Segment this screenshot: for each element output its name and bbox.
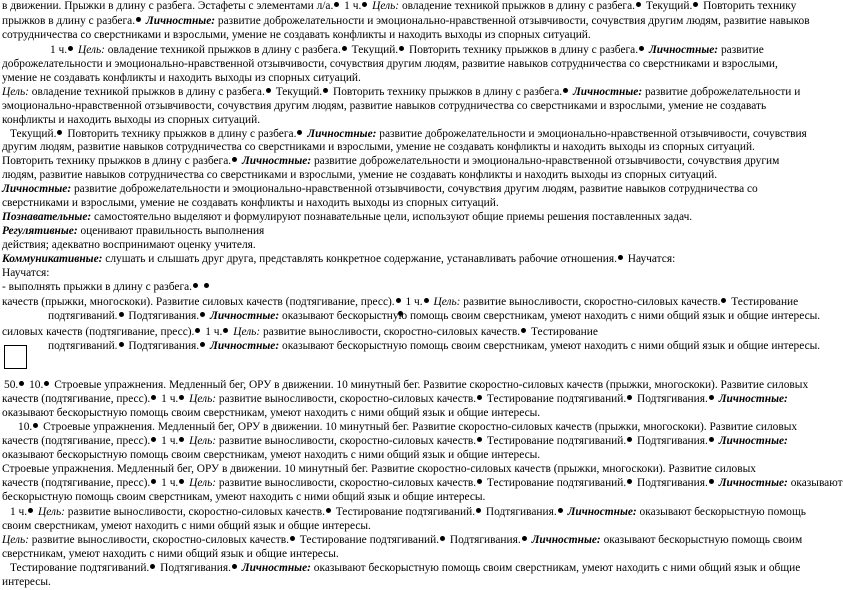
text-line: подтягиваний. Подтягивания. Личностные: оказывают бескорыстную помощь своим сверстникам, умеют находить с ними общий язык и общие интересы.: [48, 310, 821, 322]
section-label: Личностные:: [210, 340, 280, 352]
section-label: Личностные:: [567, 506, 637, 518]
bullet-icon: [151, 395, 156, 400]
text-line: действия; адекватно воспринимают оценку учителя.: [2, 239, 256, 251]
bullet-icon: [396, 298, 401, 303]
bullet-icon: [521, 328, 526, 333]
bullet-icon: [477, 479, 482, 484]
section-label: Личностные:: [210, 310, 280, 322]
text-line: Личностные: развитие доброжелательности и эмоционально-нравственной отзывчивости, сочувствия другим людям, развитие навыков сотрудничества со: [2, 183, 758, 195]
section-label: Цель:: [189, 435, 217, 447]
text-line: умение не создавать конфликты и находить выходы из спорных ситуаций.: [2, 72, 361, 84]
text-line: Научатся:: [2, 267, 50, 279]
bullet-icon: [200, 342, 205, 347]
bullet-icon: [33, 423, 38, 428]
bullet-icon: [477, 395, 482, 400]
bullet-icon: [193, 283, 198, 288]
bullet-icon: [232, 564, 237, 569]
bullet-icon: [563, 88, 568, 93]
bullet-icon: [639, 46, 644, 51]
section-label: Цель:: [372, 0, 400, 12]
text-line: качеств (прыжки, многоскоки). Развитие силовых качеств (подтягивание, пресс). 1 ч. Цель: развитие выносливости, скоростно-силовых качеств. Тестирование: [2, 296, 799, 308]
text-line: качеств (подтягивание, пресс). 1 ч. Цель: развитие выносливости, скоростно-силовых качеств. Тестирование подтягиваний. Подтягивания. Личностные:: [2, 393, 788, 405]
bullet-icon: [179, 395, 184, 400]
bullet-icon: [709, 479, 714, 484]
section-label: Цель:: [233, 326, 261, 338]
bullet-icon: [44, 381, 49, 386]
bullet-icon: [721, 298, 726, 303]
text-line: конфликты и находить выходы из спорных ситуаций.: [2, 114, 261, 126]
text-line: Цель: овладение техникой прыжков в длину с разбега. Текущий. Повторить технику прыжков в длину с разбега. Личностные: развитие доброжелательности и: [2, 86, 801, 98]
text-line: Тестирование подтягиваний. Подтягивания. Личностные: оказывают бескорыстную помощь своим сверстникам, умеют находить с ними общий язык и общие: [10, 562, 801, 574]
text-line: Строевые упражнения. Медленный бег, ОРУ в движении. 10 минутный бег. Развитие скоростно-силовых качеств (прыжки, многоскоки). Развитие силовых: [2, 463, 756, 475]
text-line: Текущий. Повторить технику прыжков в длину с разбега. Личностные: развитие доброжелательности и эмоционально-нравственной отзывчивости, сочувствия: [10, 128, 807, 140]
bullet-icon: [223, 328, 228, 333]
bullet-icon: [204, 283, 209, 288]
bullet-icon: [151, 479, 156, 484]
text-line: Цель: развитие выносливости, скоростно-силовых качеств. Тестирование подтягиваний. Подтягивания. Личностные: оказывают бескорыстную помощь своим: [2, 534, 803, 546]
bullet-icon: [290, 536, 295, 541]
bullet-icon: [362, 2, 367, 7]
bullet-icon: [399, 46, 404, 51]
text-line: людям, развитие навыков сотрудничества со сверстниками и взрослыми, умение не создавать конфликты и находить выходы из спорных ситуаций.: [2, 169, 718, 181]
bullet-icon: [558, 508, 563, 513]
text-line: 10. Строевые упражнения. Медленный бег, ОРУ в движении. 10 минутный бег. Развитие скоростно-силовых качеств (прыжки, многоскоки). Развитие силовых: [18, 421, 798, 433]
section-label: Познавательные:: [2, 211, 92, 223]
bullet-icon: [709, 395, 714, 400]
section-label: Цель:: [433, 296, 461, 308]
bullet-icon: [19, 381, 24, 386]
bullet-icon: [266, 88, 271, 93]
bullet-icon: [323, 88, 328, 93]
text-line: сверстникам, умеют находить с ними общий язык и общие интересы.: [2, 548, 339, 560]
section-label: Личностные:: [145, 15, 216, 27]
section-label: Цель:: [189, 393, 217, 405]
section-label: Цель:: [189, 477, 217, 489]
text-line: эмоционально-нравственной отзывчивости, сочувствия другим людям, развитие навыков сотрудничества со сверстниками и взрослыми, умение не создавать: [2, 100, 767, 112]
text-line: оказывают бескорыстную помощь своим сверстникам, умеют находить с ними общий язык и общие интересы.: [2, 407, 541, 419]
bullet-icon: [195, 328, 200, 333]
section-label: Личностные:: [307, 128, 377, 140]
bullet-icon: [636, 2, 641, 7]
text-line: 1 ч. Цель: развитие выносливости, скоростно-силовых качеств. Тестирование подтягиваний. Подтягивания. Личностные: оказывают бескорыстную помощь: [10, 506, 806, 518]
section-label: Личностные:: [718, 393, 788, 405]
bullet-icon: [709, 437, 714, 442]
text-line: бескорыстную помощь своим сверстникам, умеют находить с ними общий язык и общие интересы.: [2, 491, 486, 503]
bullet-icon: [618, 255, 623, 260]
text-line: другим людям, развитие навыков сотрудничества со сверстниками и взрослыми, умение не создавать конфликты и находить выходы из спорных ситуаций.: [2, 141, 755, 153]
section-label: Цель:: [2, 534, 29, 546]
bullet-icon: [28, 508, 33, 513]
text-line: качеств (подтягивание, пресс). 1 ч. Цель: развитие выносливости, скоростно-силовых качеств. Тестирование подтягиваний. Подтягивания. Личностные: оказывают: [2, 477, 843, 489]
section-label: Цель:: [77, 44, 105, 56]
text-line: оказывают бескорыстную помощь своим сверстникам, умеют находить с ними общий язык и общие интересы.: [2, 449, 541, 461]
text-line: доброжелательности и эмоционально-нравственной отзывчивости, сочувствия другим людям, развитие навыков сотрудничества со сверстниками и взрослыми,: [2, 58, 778, 70]
text-line: 1 ч. Цель: овладение техникой прыжков в длину с разбега. Текущий. Повторить технику прыжков в длину с разбега. Личностные: развитие: [50, 44, 764, 56]
bullet-icon: [179, 479, 184, 484]
bullet-icon: [232, 157, 237, 162]
section-label: Личностные:: [241, 562, 311, 574]
section-label: Личностные:: [531, 534, 601, 546]
bullet-icon: [151, 437, 156, 442]
section-label: Цель:: [37, 506, 65, 518]
text-line: подтягиваний. Подтягивания. Личностные: оказывают бескорыстную помощь своим сверстникам, умеют находить с ними общий язык и общие интересы.: [48, 340, 821, 352]
bullet-icon: [693, 2, 698, 7]
text-line: интересы.: [2, 576, 51, 588]
section-label: Личностные:: [572, 86, 643, 98]
bullet-icon: [476, 508, 481, 513]
bullet-icon: [440, 536, 445, 541]
text-line: в движении. Прыжки в длину с разбега. Эстафеты с элементами л/а. 1 ч. Цель: овладение техникой прыжков в длину с разбега. Текущий. Повторить технику: [2, 0, 797, 12]
section-label: Личностные:: [2, 183, 72, 195]
section-label: Личностные:: [648, 44, 719, 56]
text-line: Повторить технику прыжков в длину с разбега. Личностные: развитие доброжелательности и эмоционально-нравственной отзывчивости, сочувствия другим: [2, 155, 780, 167]
bullet-icon: [627, 479, 632, 484]
bullet-icon: [334, 2, 339, 7]
text-line: прыжков в длину с разбега. Личностные: развитие доброжелательности и эмоционально-нравственной отзывчивости, сочувствия другим людям, развитие навыков: [2, 15, 810, 27]
bullet-icon: [119, 312, 124, 317]
text-line: своим сверстникам, умеют находить с ними общий язык и общие интересы.: [2, 520, 371, 532]
text-line: Познавательные: самостоятельно выделяют и формулируют познавательные цели, используют общие приемы решения поставленных задач.: [2, 211, 693, 223]
section-label: Регулятивные:: [2, 225, 78, 237]
bullet-icon: [297, 130, 302, 135]
text-line: Регулятивные: оценивают правильность выполнения: [2, 225, 265, 237]
text-line: сотрудничества со сверстниками и взрослыми, умение не создавать конфликты и находить выходы из спорных ситуаций.: [2, 29, 591, 41]
bullet-icon: [150, 564, 155, 569]
text-line: качеств (подтягивание, пресс). 1 ч. Цель: развитие выносливости, скоростно-силовых качеств. Тестирование подтягиваний. Подтягивания. Личностные:: [2, 435, 788, 447]
text-line: сверстниками и взрослыми, умение не создавать конфликты и находить выходы из спорных ситуаций.: [2, 197, 499, 209]
bullet-icon: [627, 437, 632, 442]
section-label: Личностные:: [718, 435, 788, 447]
text-line: - выполнять прыжки в длину с разбега.: [2, 281, 812, 295]
section-label: Личностные:: [718, 477, 788, 489]
empty-table-cell: [4, 345, 27, 369]
bullet-icon: [57, 130, 62, 135]
bullet-icon: [136, 17, 141, 22]
text-line: Коммуникативные: слушать и слышать друг друга, представлять конкретное содержание, устанавливать рабочие отношения. Научатся:: [2, 253, 676, 265]
bullet-icon: [424, 298, 429, 303]
section-label: Личностные:: [241, 155, 312, 167]
bullet-icon: [68, 46, 73, 51]
bullet-icon: [179, 437, 184, 442]
section-label: Коммуникативные:: [2, 253, 103, 265]
bullet-icon: [326, 508, 331, 513]
section-label: Цель:: [2, 86, 29, 98]
text-line: 50. 10. Строевые упражнения. Медленный бег, ОРУ в движении. 10 минутный бег. Развитие скоростно-силовых качеств (прыжки, многоскоки). Развитие силовых: [4, 379, 809, 391]
bullet-icon: [200, 312, 205, 317]
bullet-icon: [119, 342, 124, 347]
bullet-icon: [342, 46, 347, 51]
bullet-icon: [627, 395, 632, 400]
bullet-icon: [477, 437, 482, 442]
text-line: силовых качеств (подтягивание, пресс). 1 ч. Цель: развитие выносливости, скоростно-силовых качеств. Тестирование: [2, 326, 598, 338]
bullet-icon: [522, 536, 527, 541]
